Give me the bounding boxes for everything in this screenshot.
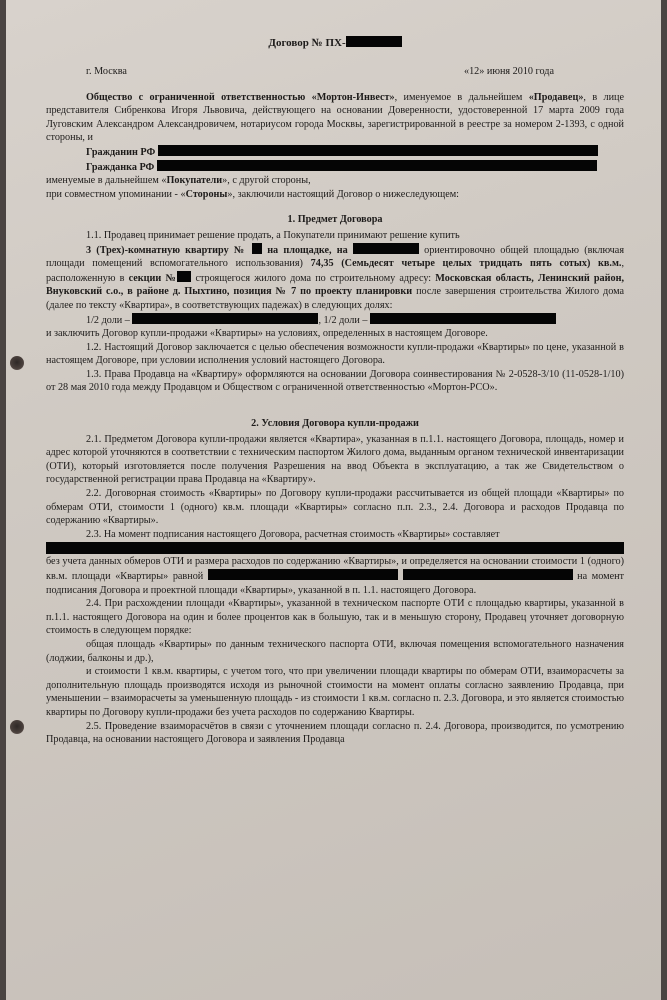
clause-1-2: 1.2. Настоящий Договор заключается с целью обеспечения возможности купли-продажи «Квартиры» по цене, указанной в настоящем Договоре, при условии исполнения условий настоящего Договора.: [46, 341, 624, 367]
redaction: [252, 243, 262, 254]
redaction: [46, 542, 624, 554]
shares-line: 1/2 доли – , 1/2 доли –: [46, 313, 624, 328]
document-page: [6, 0, 661, 1000]
contract-date: «12» июня 2010 года: [463, 65, 554, 77]
clause-2-4: 2.4. При расхождении площади «Квартиры», указанной в техническом паспорте ОТИ с площадью квартиры, указанной в п.1.1. настоящего Договора на один и более процентов как в большую, так и в меньшую сторону, Продавец уточняет договорную стоимость в следующем порядке:: [46, 598, 624, 637]
redaction: [208, 569, 398, 580]
section-1-heading: 1. Предмет Договора: [287, 214, 383, 226]
clause-1-1-object: 3 (Трех)-комнатную квартиру № на площадке, на ориентировочно общей площадью (включая площади помещений вспомогательного использования) 74,35 (Семьдесят четыре целых тридцать пять сотых) кв.м., расположенную в секции № строящегося жилого дома по строительному адресу: Московская область, Ленинский район, Внуковский с.о., в районе д. Пыхтино, позиция № 7 по проекту планировки после завершения строительства Жилого дома (далее по тексту «Квартира», в соответствующих падежах) в следующих долях:: [46, 244, 625, 311]
redaction: [177, 271, 191, 282]
buyer-2-line: Гражданка РФ: [46, 160, 624, 175]
city: г. Москва: [86, 65, 127, 77]
clause-2-4-a: общая площадь «Квартиры» по данным технического паспорта ОТИ, включая помещения вспомогательного назначения (лоджии, балконы и др.),: [46, 638, 624, 664]
contract-title: Договор № ПХ-: [46, 36, 624, 51]
buyers-line: именуемые в дальнейшем «Покупатели», с другой стороны,: [46, 175, 311, 187]
place-date-row: [46, 65, 624, 81]
contract-text: [46, 36, 624, 747]
clause-2-1: 2.1. Предметом Договора купли-продажи является «Квартира», указанная в п.1.1. настоящего Договора, площадь, номер и адрес которой уточняются в соответствии с техническим паспортом Жилого дома, выданным органом технической инвентаризации (ОТИ), который изготовляется после получения Разрешения на ввод Объекта в эксплуатацию, а так же Свидетельством о государственной регистрации права Продавца на «Квартиру».: [46, 433, 624, 486]
clause-1-1: 1.1. Продавец принимает решение продать, а Покупатели принимают решение купить: [86, 229, 460, 241]
clause-2-5: 2.5. Проведение взаиморасчётов в связи с уточнением площади согласно п. 2.4. Договора, производится, по усмотрению Продавца, на основании настоящего Договора и заявления Продавца: [46, 720, 624, 746]
section-2-heading: 2. Условия Договора купли-продажи: [251, 418, 419, 430]
redaction: [403, 569, 573, 580]
joint-line: при совместном упоминании - «Стороны», заключили настоящий Договор о нижеследующем:: [46, 188, 460, 200]
redaction: [132, 313, 318, 324]
intro-paragraph: Общество с ограниченной ответственностью «Мортон-Инвест», именуемое в дальнейшем «Продавец», в лице представителя Сибренкова Игоря Львовича, действующего на основании Доверенности, удостоверенной 17 марта 2009 года Луговским Александром Александровичем, нотариусом города Москвы, зарегистрированной в реестре за номером 2-1393, с одной стороны, и: [46, 91, 624, 144]
redaction: [353, 243, 419, 254]
punch-hole: [10, 720, 24, 734]
clause-1-3: 1.3. Права Продавца на «Квартиру» оформляются на основании Договора соинвестирования № 2-0528-3/10 (11-0528-1/10) от 28 мая 2010 года между Продавцом и Обществом с ограниченной ответственностью «Мортон-РСО».: [46, 368, 624, 394]
clause-2-2: 2.2. Договорная стоимость «Квартиры» по Договору купли-продажи рассчитывается из общей площади «Квартиры» по обмерам ОТИ, стоимости 1 (одного) кв.м. площади «Квартиры» согласно п.п. 2.3., 2.4. Договора и расходов Продавца по содержанию «Квартиры».: [46, 488, 624, 527]
clause-1-1-end: и заключить Договор купли-продажи «Квартиры» на условиях, определенных в настоящем Договоре.: [46, 328, 488, 340]
redaction: [370, 313, 556, 324]
buyer-1-line: Гражданин РФ: [46, 145, 624, 160]
clause-2-3-cont: без учета данных обмеров ОТИ и размера расходов по содержанию «Квартиры», и определяется на основании стоимости 1 (одного) кв.м. площади «Квартиры» равной на момент подписания Договора и проектной площади «Квартиры», указанной в п. 1.1. настоящего Договора.: [46, 556, 625, 596]
redaction: [157, 160, 597, 171]
punch-hole: [10, 356, 24, 370]
redaction: [158, 145, 598, 156]
redaction: [346, 36, 402, 47]
clause-2-4-b: и стоимости 1 кв.м. квартиры, с учетом того, что при увеличении площади квартиры по обмерам ОТИ, взаиморасчеты за дополнительную площадь производятся исходя из рыночной стоимости на момент оплаты согласно заявлению Продавца, при уменьшении – взаиморасчеты за уменьшенную площадь - из стоимости 1 кв.м. согласно п. 2.3. Договора, и это является стоимостью квартиры по Договору купли-продажи без учета расходов по содержанию Квартиры.: [46, 666, 624, 718]
clause-2-3: 2.3. На момент подписания настоящего Договора, расчетная стоимость «Квартиры» составляет: [86, 528, 500, 540]
